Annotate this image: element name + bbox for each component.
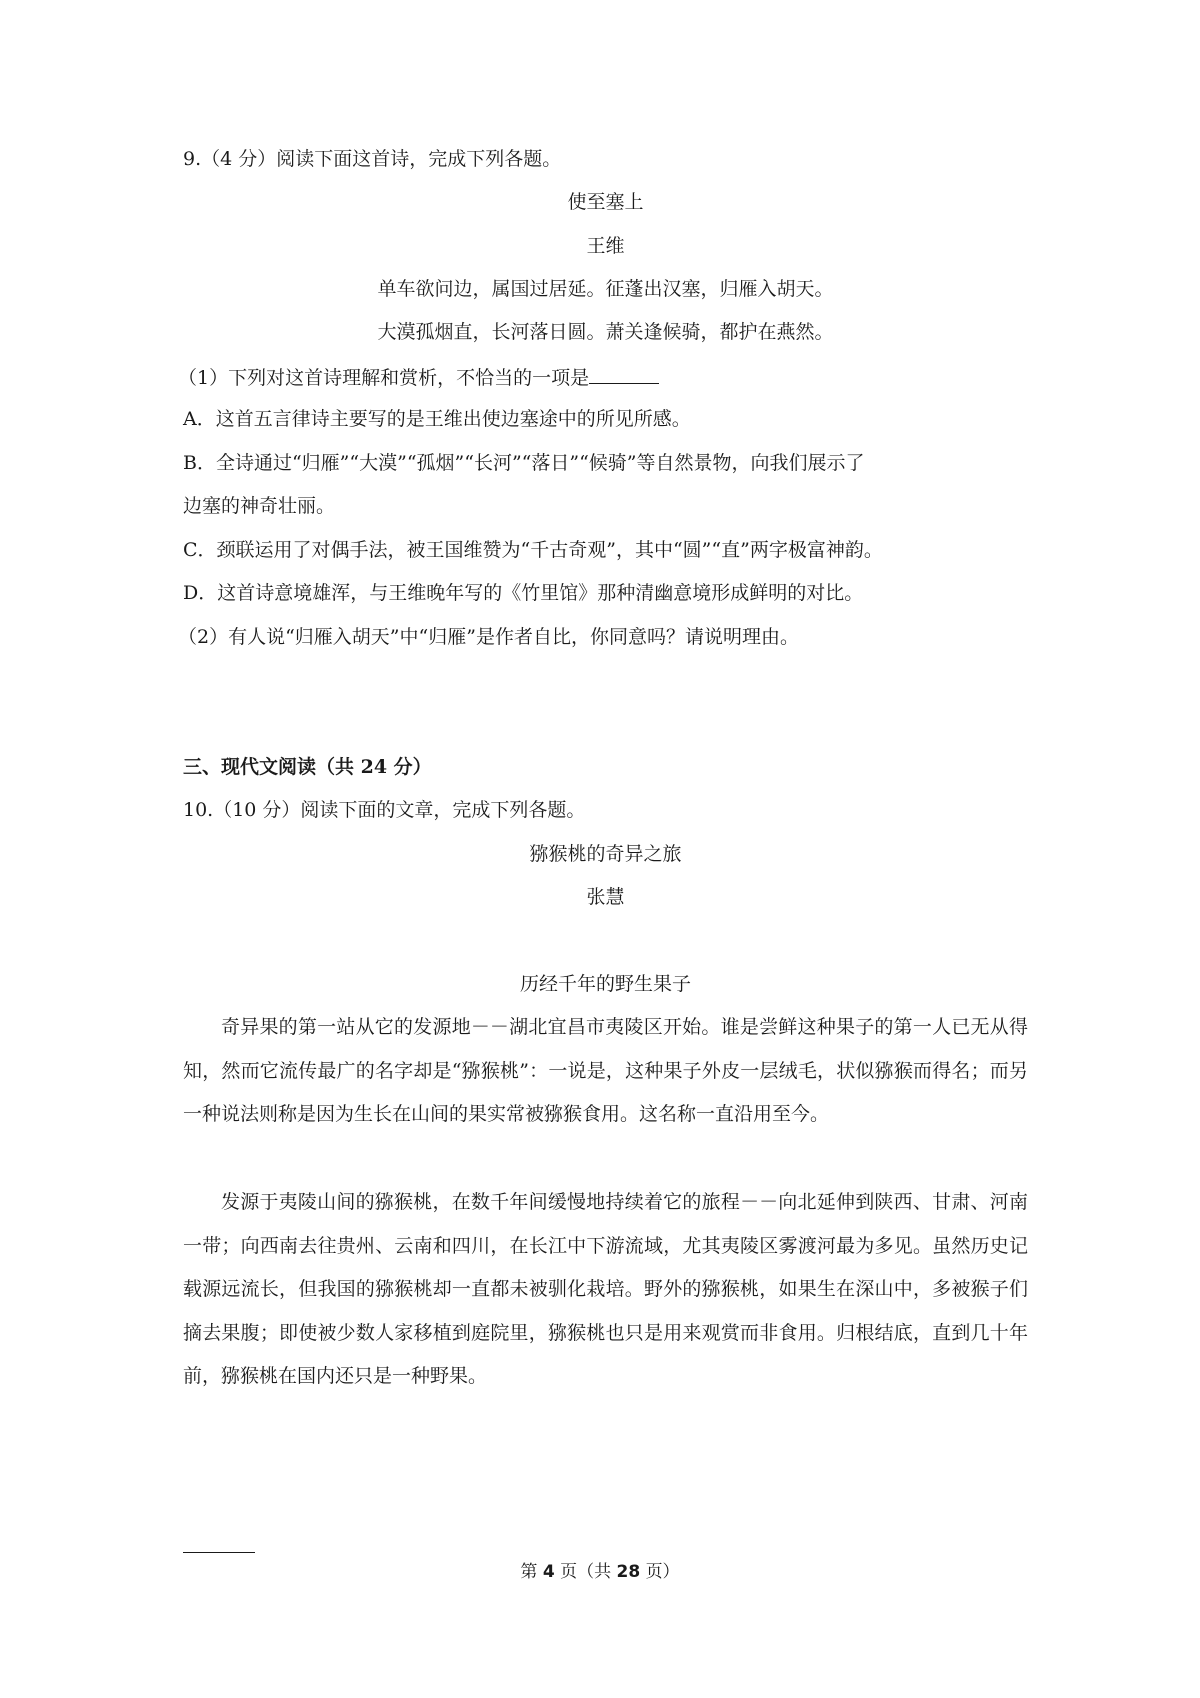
option-b-line-1: B．全诗通过“归雁”“大漠”“孤烟”“长河”“落日”“候骑”等自然景物，向我们展示了 — [183, 452, 865, 474]
q10-stem: 10.（10 分）阅读下面的文章，完成下列各题。 — [183, 799, 586, 821]
footer-mid: 页（共 — [560, 1562, 612, 1582]
poem-line-1: 单车欲问边，属国过居延。征蓬出汉塞，归雁入胡天。 — [377, 278, 834, 300]
answer-blank — [589, 363, 659, 384]
poem-author: 王维 — [586, 235, 625, 257]
q9-stem: 9.（4 分）阅读下面这首诗，完成下列各题。 — [183, 148, 562, 170]
footer-suffix: 页） — [645, 1562, 680, 1582]
article-title: 猕猴桃的奇异之旅 — [529, 843, 682, 865]
option-d: D．这首诗意境雄浑，与王维晚年写的《竹里馆》那种清幽意境形成鲜明的对比。 — [183, 582, 864, 604]
page-total: 28 — [616, 1562, 641, 1582]
poem-title: 使至塞上 — [567, 191, 644, 213]
article-author: 张慧 — [586, 886, 625, 908]
section-3-heading: 三、现代文阅读（共 24 分） — [183, 756, 432, 778]
page-footer — [0, 1560, 1200, 1584]
footer-prefix: 第 — [520, 1562, 538, 1582]
page-number: 4 — [542, 1562, 555, 1582]
option-a: A．这首五言律诗主要写的是王维出使边塞途中的所见所感。 — [183, 408, 691, 430]
q9-sub1-text: （1）下列对这首诗理解和赏析，不恰当的一项是 — [178, 367, 590, 389]
option-c: C．颈联运用了对偶手法，被王国维赞为“千古奇观”，其中“圆”“直”两字极富神韵。 — [183, 539, 883, 561]
option-b-line-2: 边塞的神奇壮丽。 — [183, 495, 336, 517]
q9-sub2: （2）有人说“归雁入胡天”中“归雁”是作者自比，你同意吗？请说明理由。 — [178, 626, 799, 648]
poem-line-2: 大漠孤烟直，长河落日圆。萧关逢候骑，都护在燕然。 — [377, 321, 834, 343]
q9-sub1 — [178, 363, 1023, 391]
article-paragraph-2: 发源于夷陵山间的猕猴桃，在数千年间缓慢地持续着它的旅程－－向北延伸到陕西、甘肃、河南一带；向西南去往贵州、云南和四川，在长江中下游流域，尤其夷陵区雾渡河最为多见。虽然历史记载源远流长，但我国的猕猴桃却一直都未被驯化栽培。野外的猕猴桃，如果生在深山中，多被猴子们摘去果腹；即使被少数人家移植到庭院里，猕猴桃也只是用来观赏而非食用。归根结底，直到几十年前，猕猴桃在国内还只是一种野果。 — [183, 1191, 1028, 1387]
article-paragraph-1: 奇异果的第一站从它的发源地－－湖北宜昌市夷陵区开始。谁是尝鲜这种果子的第一人已无从得知，然而它流传最广的名字却是“猕猴桃”：一说是，这种果子外皮一层绒毛，状似猕猴而得名；而另一种说法则称是因为生长在山间的果实常被猕猴食用。这名称一直沿用至今。 — [183, 1016, 1028, 1125]
article-subheading: 历经千年的野生果子 — [519, 973, 691, 995]
footnote-rule — [183, 1552, 255, 1553]
